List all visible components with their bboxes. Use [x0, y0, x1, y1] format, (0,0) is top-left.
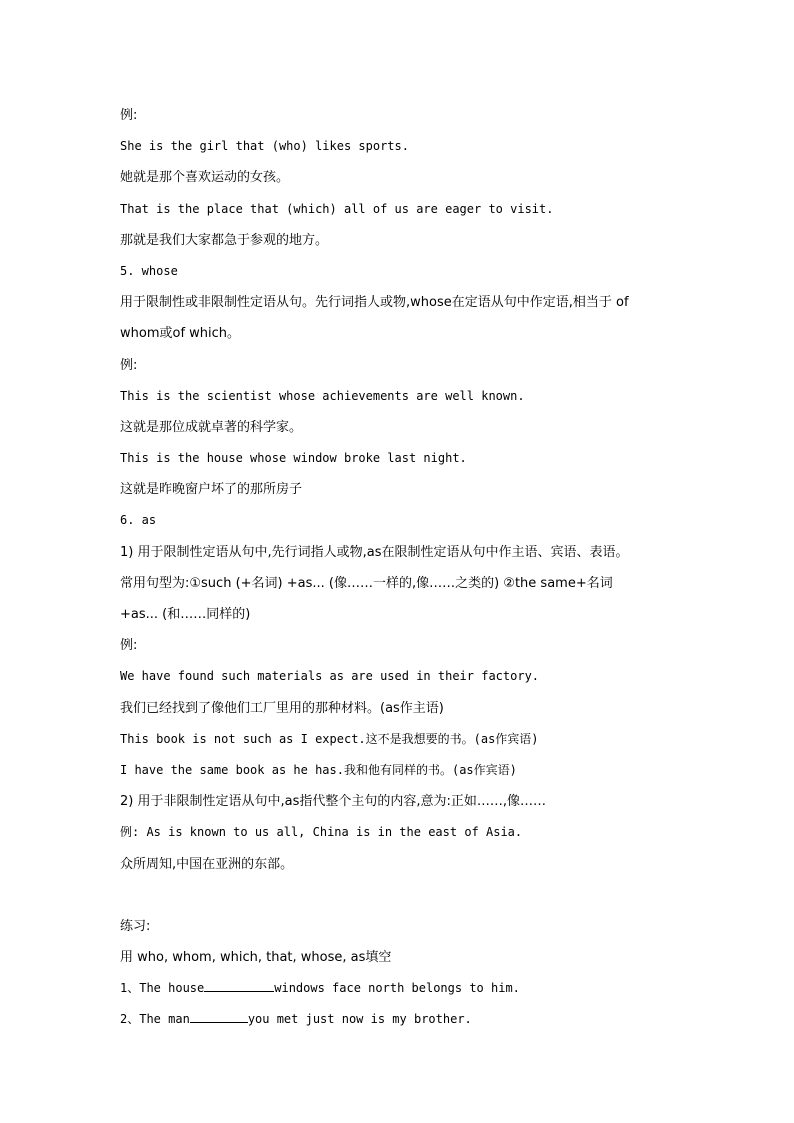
- explanation-text: whom或of which。: [120, 326, 241, 342]
- blank-spacer: [120, 880, 680, 911]
- example-sentence-cn: 那就是我们大家都急于参观的地方。: [120, 232, 329, 248]
- question-text-after: windows face north belongs to him.: [274, 981, 520, 996]
- exercise-question-1: [120, 973, 680, 1004]
- example-sentence-cn: 她就是那个喜欢运动的女孩。: [120, 170, 290, 186]
- explanation-text: 用于限制性或非限制性定语从句。先行词指人或物,whose在定语从句中作定语,相当于 of: [120, 295, 629, 311]
- example-sentence-en: This is the scientist whose achievements are well known.: [120, 388, 525, 403]
- example-sentence-cn: 这就是那位成就卓著的科学家。: [120, 419, 303, 435]
- explanation-text: 2) 用于非限制性定语从句中,as指代整个主句的内容,意为:正如……,像……: [120, 794, 546, 810]
- explanation-text: 常用句型为:①such (+名词) +as... (像……一样的,像……之类的) ②the same+名词: [120, 575, 613, 591]
- fill-in-blank[interactable]: [190, 1010, 248, 1023]
- exercise-heading: 练习:: [120, 918, 151, 934]
- document-page: [120, 100, 680, 1036]
- example-label: 例:: [120, 638, 138, 654]
- question-text-after: you met just now is my brother.: [247, 1012, 472, 1027]
- question-text-before: 2、The man: [120, 1012, 190, 1027]
- section-heading-as: 6. as: [120, 513, 157, 528]
- example-sentence-cn: 众所周知,中国在亚洲的东部。: [120, 856, 294, 872]
- example-sentence-mixed: 例: As is known to us all, China is in the east of Asia.: [120, 825, 523, 840]
- example-label: 例:: [120, 108, 138, 123]
- example-sentence-en: We have found such materials as are used in their factory.: [120, 669, 540, 684]
- explanation-text: +as... (和……同样的): [120, 607, 251, 622]
- example-sentence-mixed: I have the same book as he has.我和他有同样的书。(as作宾语): [120, 762, 517, 777]
- example-sentence-en: That is the place that (which) all of us are eager to visit.: [120, 201, 554, 216]
- example-sentence-mixed: This book is not such as I expect.这不是我想要的书。(as作宾语): [120, 731, 539, 746]
- example-sentence-cn: 这就是昨晚窗户坏了的那所房子: [120, 482, 303, 498]
- explanation-text: 1) 用于限制性定语从句中,先行词指人或物,as在限制性定语从句中作主语、宾语、表语。: [120, 544, 629, 560]
- section-heading-whose: 5. whose: [120, 263, 178, 278]
- fill-in-blank[interactable]: [204, 979, 274, 992]
- question-text-before: 1、The house: [120, 981, 205, 996]
- example-sentence-cn: 我们已经找到了像他们工厂里用的那种材料。(as作主语): [120, 700, 444, 716]
- example-label: 例:: [120, 357, 138, 373]
- exercise-instruction: 用 who, whom, which, that, whose, as填空: [120, 950, 392, 966]
- example-sentence-en: She is the girl that (who) likes sports.: [120, 139, 409, 154]
- exercise-question-2: [120, 1004, 680, 1035]
- example-sentence-en: This is the house whose window broke last night.: [120, 451, 467, 466]
